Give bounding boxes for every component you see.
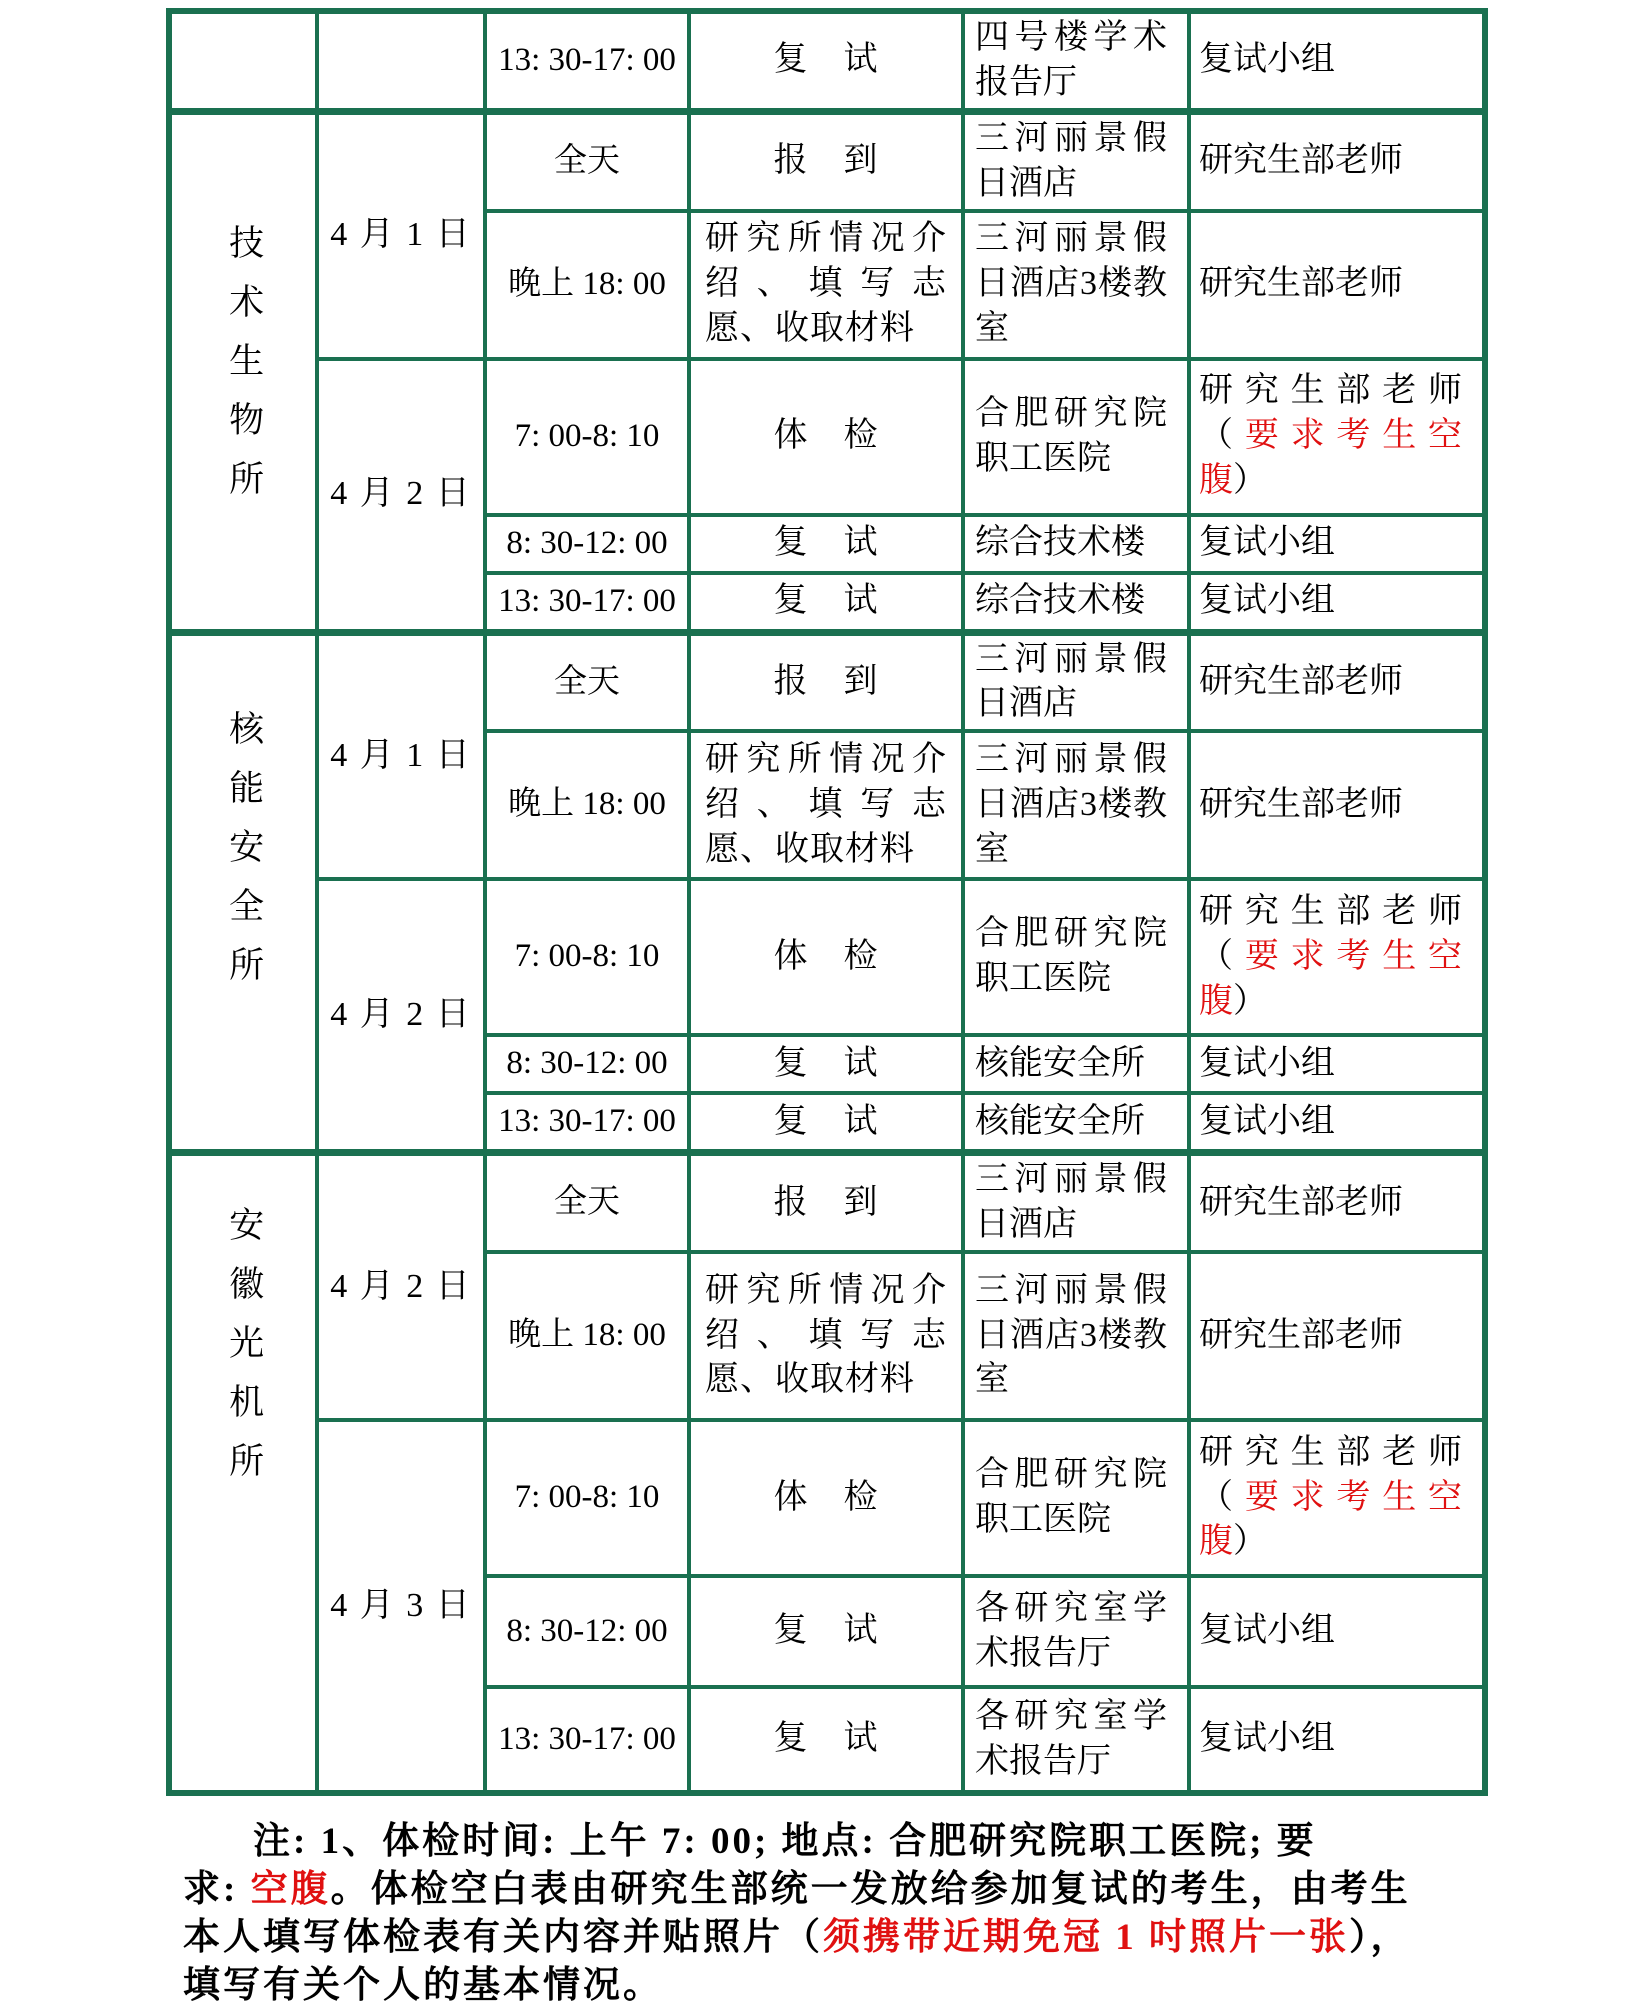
table-row <box>169 879 1485 1035</box>
table-row <box>169 359 1485 515</box>
staff-cell: 研究生部老师 <box>1189 111 1485 210</box>
location-cell: 四号楼学术报告厅 <box>963 11 1189 111</box>
time-cell: 13: 30-17: 00 <box>485 1687 689 1793</box>
location-cell: 合肥研究院职工医院 <box>963 1420 1189 1576</box>
location-cell: 合肥研究院职工医院 <box>963 359 1189 515</box>
staff-cell: 研究生部老师（要求考生空腹） <box>1189 1420 1485 1576</box>
location-cell: 核能安全所 <box>963 1035 1189 1093</box>
activity-cell: 体 检 <box>689 879 963 1035</box>
note-line: 求: 空腹。体检空白表由研究生部统一发放给参加复试的考生，由考生 <box>183 1869 1411 1910</box>
location-cell: 综合技术楼 <box>963 515 1189 573</box>
date-cell: 4 月 2 日 <box>317 879 485 1153</box>
note <box>183 1818 1513 2010</box>
time-cell: 13: 30-17: 00 <box>485 11 689 111</box>
activity-cell: 复 试 <box>689 1093 963 1153</box>
activity-cell: 研究所情况介绍、填写志愿、收取材料 <box>689 731 963 879</box>
activity-cell: 报 到 <box>689 632 963 731</box>
time-cell: 全天 <box>485 111 689 210</box>
time-cell: 晚上 18: 00 <box>485 731 689 879</box>
time-cell: 全天 <box>485 632 689 731</box>
time-cell: 7: 00-8: 10 <box>485 1420 689 1576</box>
staff-cell: 研究生部老师 <box>1189 731 1485 879</box>
staff-cell: 研究生部老师 <box>1189 632 1485 731</box>
staff-cell: 研究生部老师（要求考生空腹） <box>1189 359 1485 515</box>
note-line: 本人填写体检表有关内容并贴照片（须携带近期免冠 1 吋照片一张）， <box>183 1917 1411 1958</box>
location-cell: 三河丽景假日酒店3楼教室 <box>963 1252 1189 1420</box>
activity-cell: 报 到 <box>689 1153 963 1252</box>
activity-cell: 复 试 <box>689 573 963 633</box>
staff-cell: 研究生部老师 <box>1189 1252 1485 1420</box>
time-cell: 晚上 18: 00 <box>485 211 689 359</box>
note-line: 注: 1、体检时间: 上午 7: 00; 地点: 合肥研究院职工医院; 要 <box>253 1821 1317 1862</box>
table-row <box>169 111 1485 210</box>
time-cell: 8: 30-12: 00 <box>485 515 689 573</box>
location-cell: 各研究室学术报告厅 <box>963 1576 1189 1687</box>
schedule-table <box>166 8 1488 1796</box>
table-row <box>169 11 1485 111</box>
institute-cell-empty <box>169 11 317 111</box>
staff-cell: 复试小组 <box>1189 515 1485 573</box>
table-row <box>169 1153 1485 1252</box>
staff-cell: 复试小组 <box>1189 11 1485 111</box>
activity-cell: 复 试 <box>689 11 963 111</box>
institute-cell <box>169 1153 317 1793</box>
time-cell: 13: 30-17: 00 <box>485 573 689 633</box>
date-cell: 4 月 2 日 <box>317 359 485 633</box>
date-cell: 4 月 1 日 <box>317 632 485 879</box>
time-cell: 8: 30-12: 00 <box>485 1035 689 1093</box>
activity-cell: 复 试 <box>689 1576 963 1687</box>
staff-cell: 复试小组 <box>1189 573 1485 633</box>
staff-cell: 复试小组 <box>1189 1687 1485 1793</box>
location-cell: 三河丽景假日酒店 <box>963 1153 1189 1252</box>
note-line: 填写有关个人的基本情况。 <box>183 1965 663 2006</box>
time-cell: 7: 00-8: 10 <box>485 879 689 1035</box>
institute-name: 安徽光机所 <box>224 1205 264 1501</box>
date-cell: 4 月 3 日 <box>317 1420 485 1793</box>
activity-cell: 体 检 <box>689 1420 963 1576</box>
time-cell: 晚上 18: 00 <box>485 1252 689 1420</box>
institute-cell <box>169 632 317 1153</box>
staff-cell: 复试小组 <box>1189 1035 1485 1093</box>
staff-cell: 研究生部老师（要求考生空腹） <box>1189 879 1485 1035</box>
staff-cell: 研究生部老师 <box>1189 1153 1485 1252</box>
date-cell-empty <box>317 11 485 111</box>
time-cell: 7: 00-8: 10 <box>485 359 689 515</box>
location-cell: 核能安全所 <box>963 1093 1189 1153</box>
location-cell: 综合技术楼 <box>963 573 1189 633</box>
institute-name: 技术生物所 <box>224 224 264 520</box>
institute-name: 核能安全所 <box>224 709 264 1005</box>
activity-cell: 复 试 <box>689 1687 963 1793</box>
time-cell: 全天 <box>485 1153 689 1252</box>
activity-cell: 报 到 <box>689 111 963 210</box>
activity-cell: 研究所情况介绍、填写志愿、收取材料 <box>689 1252 963 1420</box>
date-cell: 4 月 2 日 <box>317 1153 485 1420</box>
location-cell: 三河丽景假日酒店3楼教室 <box>963 211 1189 359</box>
time-cell: 13: 30-17: 00 <box>485 1093 689 1153</box>
location-cell: 三河丽景假日酒店 <box>963 111 1189 210</box>
institute-cell <box>169 111 317 632</box>
location-cell: 合肥研究院职工医院 <box>963 879 1189 1035</box>
activity-cell: 研究所情况介绍、填写志愿、收取材料 <box>689 211 963 359</box>
activity-cell: 复 试 <box>689 1035 963 1093</box>
activity-cell: 体 检 <box>689 359 963 515</box>
activity-cell: 复 试 <box>689 515 963 573</box>
staff-cell: 复试小组 <box>1189 1576 1485 1687</box>
location-cell: 三河丽景假日酒店3楼教室 <box>963 731 1189 879</box>
location-cell: 各研究室学术报告厅 <box>963 1687 1189 1793</box>
date-cell: 4 月 1 日 <box>317 111 485 358</box>
staff-cell: 研究生部老师 <box>1189 211 1485 359</box>
time-cell: 8: 30-12: 00 <box>485 1576 689 1687</box>
page <box>0 8 1650 2006</box>
table-row <box>169 632 1485 731</box>
location-cell: 三河丽景假日酒店 <box>963 632 1189 731</box>
table-row <box>169 1420 1485 1576</box>
staff-cell: 复试小组 <box>1189 1093 1485 1153</box>
